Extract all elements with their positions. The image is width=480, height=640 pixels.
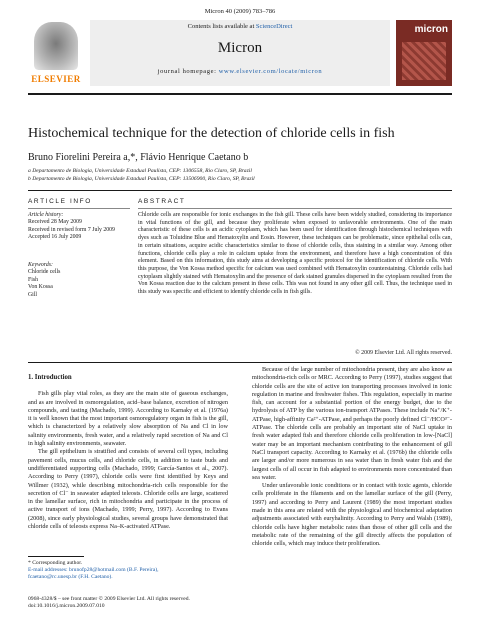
journal-header	[28, 20, 452, 90]
contents-line	[90, 23, 390, 30]
elsevier-logo[interactable]	[28, 20, 84, 86]
keywords-label: Keywords:	[28, 262, 53, 268]
journal-cover-thumbnail[interactable]	[396, 20, 452, 86]
intro-paragraph-3: Because of the large number of mitochondria present, they are also know as mitochondria-rich cells or MRC. According to Perry (1997), studies suggest that chloride cells are the site of active ion transporting processes involved in ionic regulation in marine and freshwater fishes. This regulation, especially in marine fish, can account for a substantial portion of the energy budget, due to the hydrolysis of ATP by the various ion-transport ATPases. These include Na⁺/K⁺-ATPase, high-affinity Ca²⁺-ATPase, and perhaps the poorly defined Cl⁻/HCO³⁻-ATPase. The chloride cells are probably an important site of NaCl uptake in fresh water adapted fish and therefore chloride cells proliferation in low-[NaCl] water may be an important mechanism contributing to the enhancement of gill NaCl transport capacity. According to Karnaky et al. (1976b) the chloride cells are larger and/or more numerous in sea water than in fresh water fish and the largest cells of all occur in fish adapted to environments more concentrated than sea water.	[252, 366, 453, 481]
intro-paragraph-2: The gill epithelium is stratified and consists of several cell types, including pavement cells, mucus cells, and chloride cells, in addition to taste buds and undifferentiated supporting cells (Machado, 1999; García-Santos et al., 2007). According to Perry (1997), chloride cells were first identified by Keys and Willmer (1932), while describing mitochondria-rich cells responsible for the secretion of Cl⁻ in seawater adapted teleosts. Chloride cells are large, scattered in the lamellar surface, rich in mitochondria and participate in the process of active transport of ions (Machado, 1999; Perry, 1997). According to Evans (2008), since early physiological studies, several groups have demonstrated that chloride cells of teleosts express Na–K-activated ATPase.	[28, 448, 228, 531]
keyword-item: Chloride cells	[28, 269, 61, 276]
article-title: Histochemical technique for the detection of chloride cells in fish	[28, 126, 395, 141]
title-divider	[28, 190, 452, 191]
history-revised: Received in revised form 7 July 2009	[28, 226, 115, 233]
keyword-item: Gill	[28, 291, 38, 298]
keyword-item: Fish	[28, 276, 38, 283]
cover-image	[402, 42, 446, 80]
elsevier-wordmark: ELSEVIER	[31, 74, 81, 84]
email-addresses-2[interactable]: fcaetano@rc.unesp.br (F.H. Caetano).	[28, 574, 113, 581]
publication-info	[28, 596, 328, 610]
abstract-copyright: © 2009 Elsevier Ltd. All rights reserved.	[355, 350, 452, 356]
corresponding-author-note: * Corresponding author.	[28, 560, 83, 566]
journal-homepage	[90, 68, 390, 75]
footnote	[28, 560, 228, 582]
info-divider	[28, 208, 130, 209]
journal-reference: Micron 40 (2009) 783–786	[204, 8, 276, 15]
keyword-item: Von Kossa	[28, 284, 53, 291]
body-column-left	[28, 374, 228, 531]
sciencedirect-link[interactable]: ScienceDirect	[255, 23, 293, 30]
body-column-right	[252, 366, 452, 549]
history-received: Received 28 May 2009	[28, 219, 82, 226]
footnote-divider	[28, 556, 84, 557]
journal-title: Micron	[217, 40, 263, 56]
introduction-heading: 1. Introduction	[28, 374, 72, 381]
history-accepted: Accepted 16 July 2009	[28, 234, 82, 241]
affiliation-b: b Departamento de Biologia, Universidade Estadual Paulista, CEP: 13506900, Rio Claro, SP, Brazil	[28, 176, 255, 182]
abstract-divider	[138, 208, 452, 209]
history-label: Article history:	[28, 212, 64, 218]
abstract-heading: ABSTRACT	[138, 198, 186, 205]
contents-prefix: Contents lists available at	[187, 23, 256, 30]
homepage-link[interactable]: www.elsevier.com/locate/micron	[218, 68, 323, 75]
intro-paragraph-1: Fish gills play vital roles, as they are the main site of gaseous exchanges, and as are involved in osmoregulation, acid–base balance, excretion of nitrogen compounds, and tasting (Machado, 1999). According to Karnaky et al. (1976a) it is well known that the most important osmoregulatory organ in fish is the gill, which is characterized by a relatively slow absorption of Na and Cl in low salinity environments, fresh water, and a relatively rapid secretion of Na and Cl in high salinity environments, seawater.	[28, 390, 228, 448]
intro-paragraph-4: Under unfavorable ionic conditions or in contact with toxic agents, chloride cells proliferate in the filaments and on the lamellar surface of the gill (Perry, 1997) and according to Perry and Laurent (1989) the most important studies made in this area are related with the physiological and biochemical adaptation adjustments associated with euryhalinity. According to Perry and Walsh (1989), chloride cells have higher metabolic rates than those of other gill cells and the metabolic rate of the remaining of the gill directly affects the population of chloride cells, which may induce their proliferation.	[252, 482, 452, 548]
abstract-text: Chloride cells are responsible for ionic exchanges in the fish gill. These cells have been widely studied, considering its importance in vital functions of the gill, and because they proliferate when exposed to unfavorable environments. One of the main characteristic of these cells is an acidic cytoplasm, which has been used for identification through histochemical techniques with dyes such as Toluidine Blue and Hematoxylin and Eosin. However, these techniques can be problematic, since epithelial cells can, in certain situations, acquire acidic characteristics similar to those of chloride cells, thus staining in a similar way. Among other functions, chloride cells play a role in calcium uptake from the environment, and therefore have a high concentration of this element. Based on this information, this study aims at developing a specific protocol for the identification of chloride cells. With this purpose, the Von Kossa method specific for calcium was used combined with Hematoxylin counterstaining. Chloride cells had cytoplasm slightly stained with Hematoxylin and the presence of dark stained granules dispersed in the cytoplasm resulted from the Von Kossa reaction due to the calcium present in these cells. This was not found in any other gill cell. Thus, the technique used in this study was specific and efficient to identify chloride cells in fish gills.	[138, 212, 452, 296]
homepage-prefix: journal homepage:	[157, 68, 219, 75]
abstract-bottom-divider	[28, 362, 452, 363]
header-divider	[28, 93, 452, 95]
cover-title: micron	[414, 24, 448, 35]
email-addresses[interactable]: E-mail addresses: brunofp28@hotmail.com (B.F. Pereira),	[28, 567, 159, 574]
header-banner	[90, 20, 390, 86]
article-history	[28, 212, 130, 242]
elsevier-tree-icon	[34, 22, 78, 70]
affiliation-a: a Departamento de Biologia, Universidade Estadual Paulista, CEP: 1306558, Rio Claro, SP, Brazil	[28, 168, 252, 174]
doi-line[interactable]: doi:10.1016/j.micron.2009.07.010	[28, 603, 105, 610]
article-info-heading: ARTICLE INFO	[28, 198, 92, 205]
issn-line: 0968-4328/$ – see front matter © 2009 Elsevier Ltd. All rights reserved.	[28, 596, 190, 602]
article-keywords	[28, 262, 130, 299]
article-authors: Bruno Fiorelini Pereira a,*, Flávio Henrique Caetano b	[28, 152, 249, 163]
